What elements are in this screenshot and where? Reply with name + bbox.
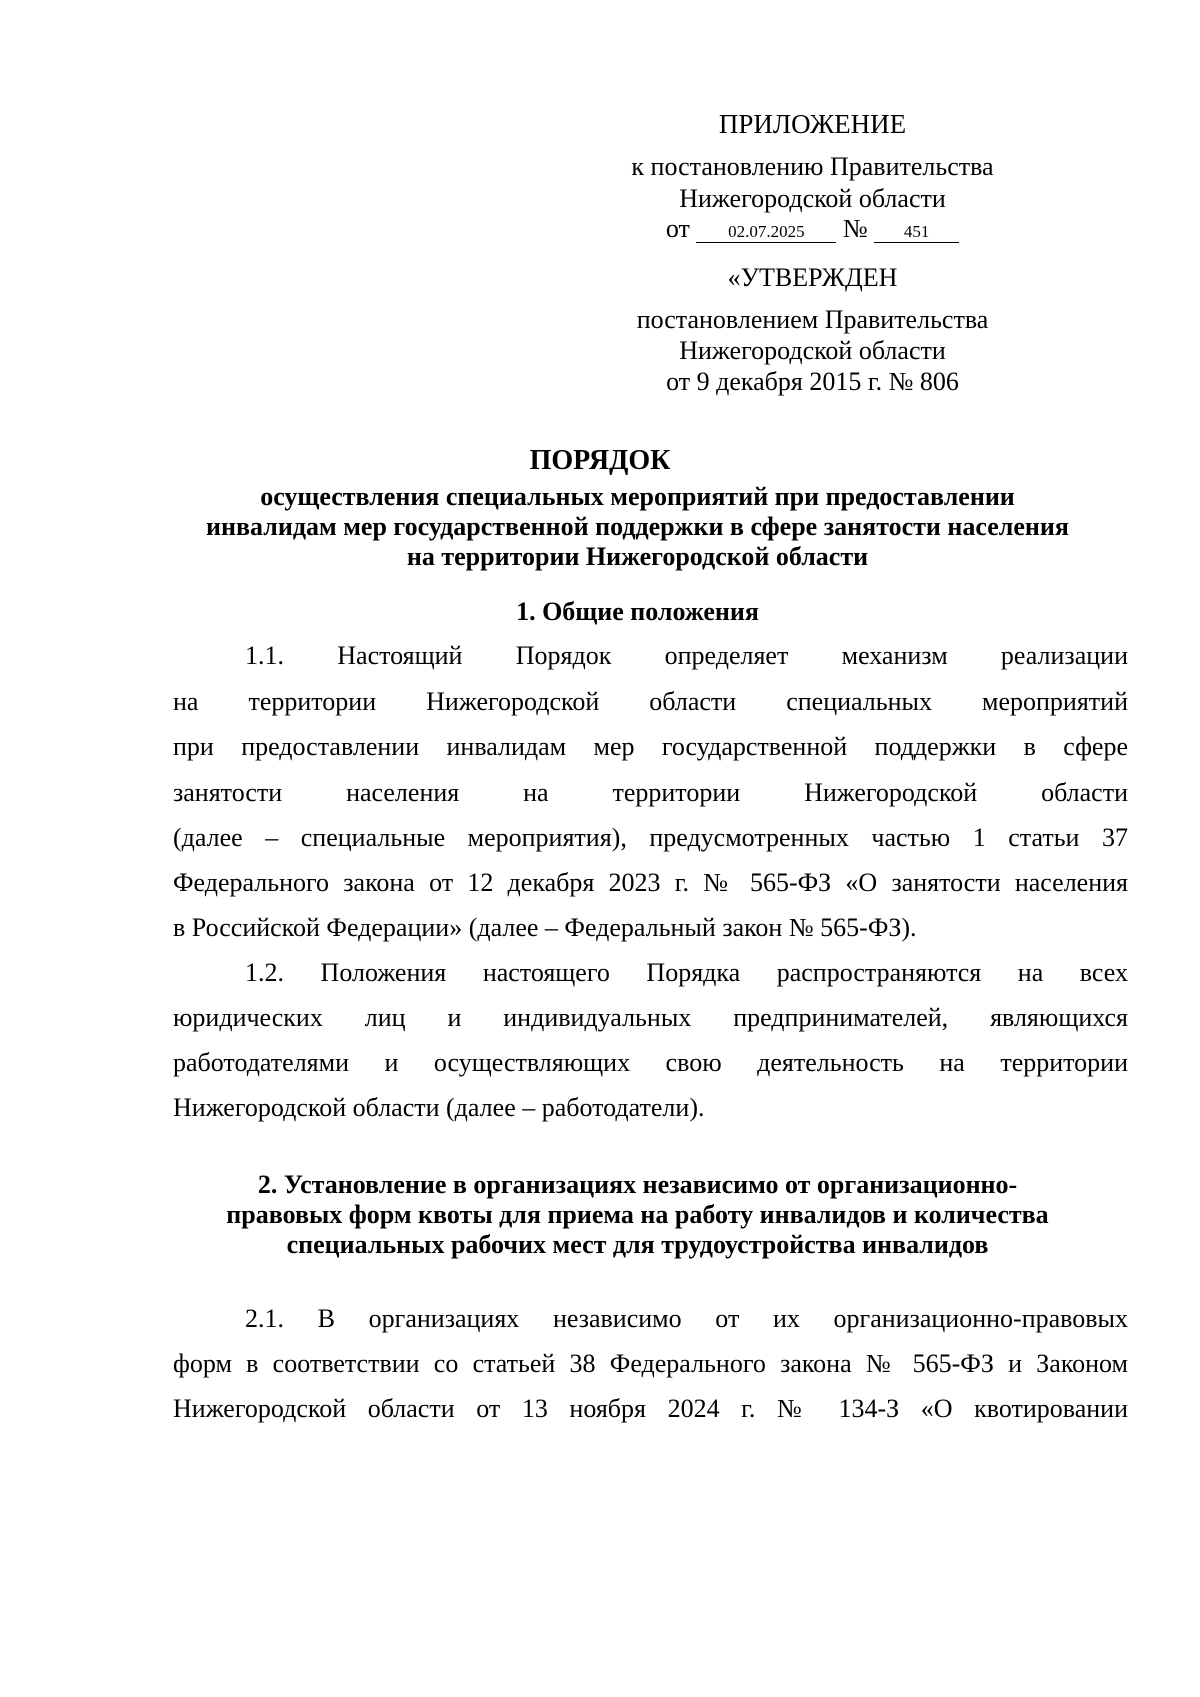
approved-by-line-1: постановлением Правительства [636,305,989,334]
section-2-heading-line-2: правовых форм квоты для приема на работу инвалидов и количества [226,1200,1049,1229]
section-2-heading-line-3: специальных рабочих мест для трудоустройства инвалидов [286,1230,989,1259]
paragraph-line: при предоставлении инвалидам мер государственной поддержки в сфере [173,732,1128,761]
paragraph-line: Федерального закона от 12 декабря 2023 г. № 565-ФЗ «О занятости населения [173,868,1128,897]
document-subtitle-line-1: осуществления специальных мероприятий при предоставлении [260,482,1015,511]
paragraph-line: (далее – специальные мероприятия), предусмотренных частью 1 статьи 37 [173,823,1128,852]
approved-by-line-3: от 9 декабря 2015 г. № 806 [666,367,959,396]
paragraph-line: работодателями и осуществляющих свою деятельность на территории [173,1048,1128,1077]
section-1-heading: 1. Общие положения [516,597,759,626]
paragraph-line: 2.1. В организациях независимо от их организационно-правовых [245,1304,1128,1333]
paragraph-line: 1.2. Положения настоящего Порядка распространяются на всех [245,958,1128,987]
paragraph-line: на территории Нижегородской области специальных мероприятий [173,687,1128,716]
document-subtitle-line-3: на территории Нижегородской области [406,542,869,571]
appendix-heading: ПРИЛОЖЕНИЕ [718,109,907,139]
from-label: от [665,214,690,243]
document-subtitle-line-2: инвалидам мер государственной поддержки в сфере занятости населения [206,512,1069,541]
paragraph-line: 1.1. Настоящий Порядок определяет механизм реализации [245,641,1128,670]
to-resolution-line-2: Нижегородской области [679,184,946,213]
paragraph-line: в Российской Федерации» (далее – Федеральный закон № 565-ФЗ). [173,913,917,942]
approved-by-line-2: Нижегородской области [679,336,946,365]
paragraph-line: Нижегородской области от 13 ноября 2024 г. № 134-З «О квотировании [173,1394,1128,1423]
approved-heading: «УТВЕРЖДЕН [727,263,898,292]
section-2-heading-line-1: 2. Установление в организациях независимо от организационно- [257,1170,1018,1199]
paragraph-line: форм в соответствии со статьей 38 Федерального закона № 565-ФЗ и Законом [173,1349,1128,1378]
paragraph-line: Нижегородской области (далее – работодатели). [173,1093,705,1122]
resolution-date-field: 02.07.2025 [696,222,836,243]
paragraph-line: юридических лиц и индивидуальных предпринимателей, являющихся [173,1003,1128,1032]
resolution-date-number-line [565,213,1060,245]
document-title: ПОРЯДОК [529,445,671,476]
resolution-number-field: 451 [874,222,959,243]
to-resolution-line-1: к постановлению Правительства [631,152,994,181]
paragraph-line: занятости населения на территории Нижегородской области [173,778,1128,807]
number-label: № [842,214,868,243]
